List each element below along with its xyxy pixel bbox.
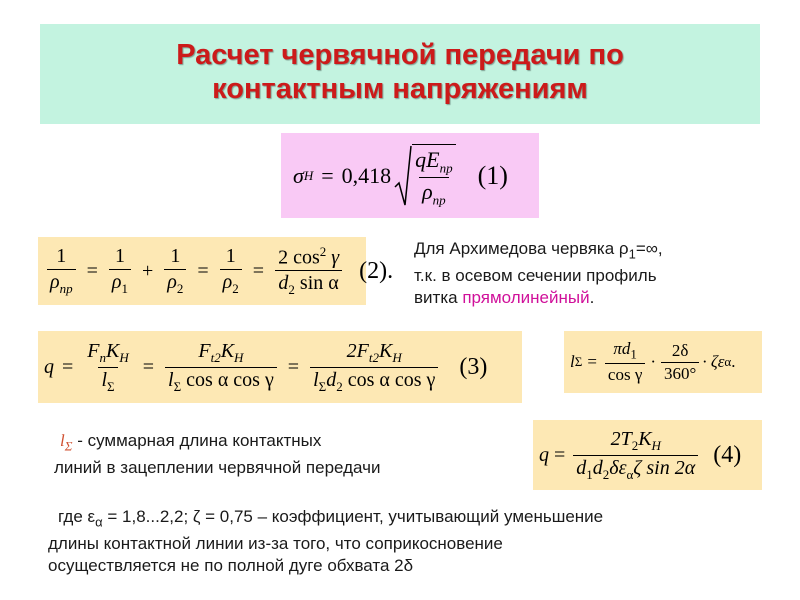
formula-lsum-box: l Σ = $\frac{\pi d_1}{\text{cos γ}}$ · 2δ 360° · ζε α . [564, 331, 762, 393]
slide-title [40, 38, 760, 106]
formula-3-box: q = $F_nK_H$ $l_\Sigma$ = $\frac{F_{t2}K_H}{l_\Sigma \cos \alpha \cos \gamma}$ = $2F_{t2}K_H$ $l_\Sigma d_2$ cos α cos γ (3) [38, 331, 522, 403]
title-banner [40, 24, 760, 124]
coefficients-note: где $\varepsilon_\alpha = 1,8...2,2$; ζ = 0,75 – коэффициент, учитывающий уменьшение длины контактной линии из-за того, что соприкосновение осуществляется не по полной дуге обхвата 2δ [48, 507, 604, 576]
formula-2-box: 1 $\rho_{пр}$ = $\frac{1}{\rho_1}$ + $\frac{1}{\rho_2}$ = $\frac{1}{\rho_2}$ = $\frac{2 \cos^2 \gamma}{d_2 \sin \alpha}$ (2). [38, 237, 366, 305]
coefficient: 0,418 [341, 163, 392, 188]
sqrt-fraction: $qE_{пр}$ $\rho_{пр}$ [412, 144, 455, 209]
equation-number-2: (2). [359, 257, 394, 284]
title-line-1: Расчет червячной передачи по [176, 39, 624, 71]
sqrt-sign [394, 145, 412, 207]
sigma-symbol: σ [293, 163, 304, 188]
lsum-note: $l_\Sigma$ - суммарная длина контактных линий в зацеплении червячной передачи [54, 431, 381, 478]
formula-4-box: q = $2T_2K_H$ $d_1d_2\delta\varepsilon_\alpha\zeta$ sin 2α (4) [533, 420, 762, 490]
equation-number-1: (1) [477, 161, 508, 190]
archimedes-note: Для Архимедова червяка $\rho_1=\infty$, т.к. в осевом сечении профиль витка прямолинейный. [414, 239, 663, 308]
title-line-2: контактным напряжениям [212, 73, 588, 105]
equation-number-3: (3) [459, 353, 488, 380]
equation-number-4: (4) [713, 441, 742, 468]
formula-1-box: σ H = 0,418 $qE_{пр}$ $\rho_{пр}$ (1) [281, 133, 539, 218]
